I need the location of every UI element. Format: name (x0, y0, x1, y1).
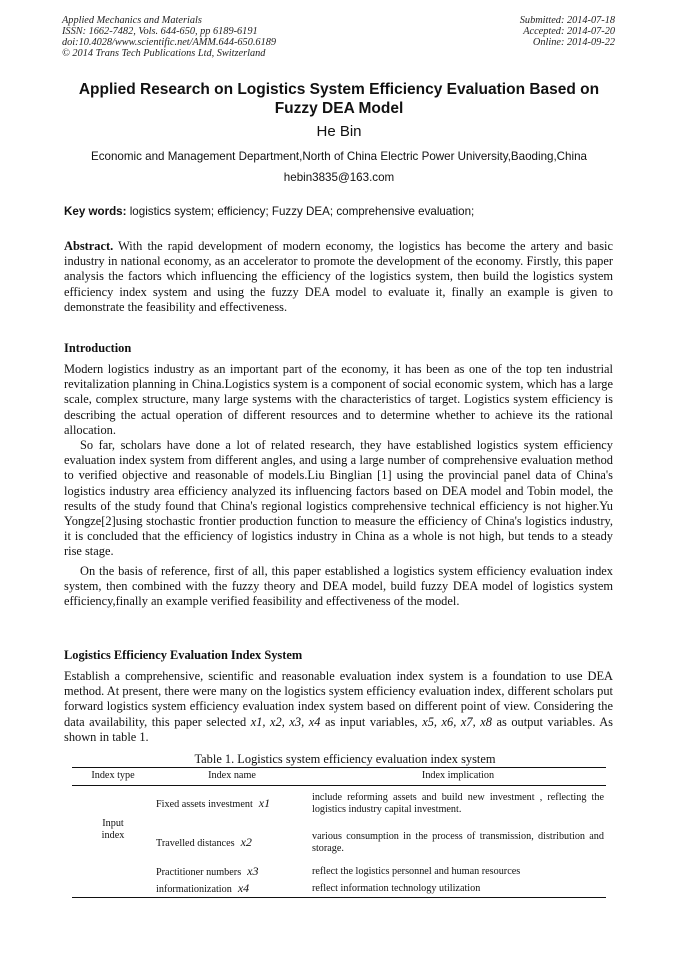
index-implication-cell: various consumption in the process of transmission, distribution and storage. (312, 830, 604, 854)
index-name: Fixed assets investment (156, 799, 253, 810)
journal-info (62, 15, 276, 59)
title-line-2: Fuzzy DEA Model (274, 100, 404, 117)
issn-line: ISSN: 1662-7482, Vols. 644-650, pp 6189-6191 (62, 26, 258, 37)
group-label-line-1: Input (102, 817, 124, 829)
doi-line: doi:10.4028/www.scientific.net/AMM.644-650.6189 (62, 37, 277, 48)
title-line-1: Applied Research on Logistics System Efficiency Evaluation Based on (78, 81, 600, 98)
keywords-label: Key words: (64, 205, 127, 218)
submission-dates (520, 15, 615, 48)
index-system-table (72, 767, 606, 898)
index-variable: x4 (237, 880, 250, 895)
input-variables: x1, x2, x3, x4 (250, 714, 321, 729)
intro-paragraph-2: So far, scholars have done a lot of related research, they have established logistics system efficiency evaluation index system from different angles, and using a large number of comprehensive evaluation method to verified objective and reasonable of models.Liu Binglian [1] using the provincial panel data of China's logistics industry area efficiency analyzed its influencing factors based on DEA model and Tobin model, the results of the study found that China's regional logistics comprehensive technical efficiency is not higher.Yu Yongze[2]using stochastic frontier production function to measure the efficiency of China's logistics industry, it is concluded that the efficiency of logistics industry in China as a whole is not high, but tends to a steady rise stage. (64, 438, 613, 559)
accepted-date: Accepted: 2014-07-20 (523, 26, 615, 37)
index-name-cell (154, 785, 310, 823)
header-index-implication: Index implication (310, 768, 606, 786)
index-implication-cell: reflect the logistics personnel and human resources (312, 865, 521, 877)
header-index-type: Index type (72, 768, 154, 786)
keywords (64, 205, 619, 218)
index-implication-cell: include reforming assets and build new investment , reflecting the logistics industry capital investment. (312, 791, 604, 816)
author-name: He Bin (316, 123, 362, 140)
author-affiliation: Economic and Management Department,North of China Electric Power University,Baoding,China (91, 150, 587, 163)
index-name: Travelled distances (156, 837, 235, 849)
keywords-text: logistics system; efficiency; Fuzzy DEA; comprehensive evaluation; (126, 205, 475, 218)
index-variable: x2 (240, 834, 252, 849)
author-email: hebin3835@163.com (283, 171, 395, 184)
index-variable: x1 (258, 796, 271, 810)
section-text-a: Establish a comprehensive, scientific and reasonable evaluation index system is a foundation to use DEA method. At present, there were many on the logistics system efficiency evaluation index, different scholars put forward logistics system efficiency evaluation index system based on different point of view. Considering the data availability, this paper selected (64, 669, 613, 729)
intro-paragraph-3: On the basis of reference, first of all, this paper established a logistics system efficiency evaluation index system, then combined with the fuzzy theory and DEA model, build fuzzy DEA model of logistics system efficiency,finally an example verified feasibility and effectiveness of the model. (64, 564, 613, 609)
table-header-row (72, 768, 606, 786)
journal-name: Applied Mechanics and Materials (62, 15, 202, 26)
introduction-heading: Introduction (64, 341, 132, 355)
intro-paragraph-1: Modern logistics industry as an important part of the economy, it has been as one of the top ten industrial revitalization planning in China.Logistics system is a component of social economic system, which has a large scale, complex structure, many large systems with the characteristics of target. Logistics system efficiency is describing the actual operation of different resources and to determine whether to achieve its the rational allocation. (64, 362, 613, 437)
abstract-label: Abstract. (64, 239, 114, 253)
abstract (64, 239, 613, 315)
input-index-group-label (72, 785, 154, 897)
index-implication-cell: reflect information technology utilization (310, 881, 606, 897)
index-name: Practitioner numbers (156, 866, 242, 878)
copyright-line: © 2014 Trans Tech Publications Ltd, Switzerland (62, 48, 266, 59)
index-name-cell (154, 881, 310, 897)
index-name: informationization (156, 883, 232, 895)
index-variable: x3 (247, 863, 259, 878)
section-index-system-heading: Logistics Efficiency Evaluation Index System (64, 648, 303, 662)
table-row (72, 785, 606, 823)
output-variables: x5, x6, x7, x8 (422, 714, 492, 729)
section-text-b: as input variables, (320, 714, 423, 729)
section-index-system-paragraph (64, 669, 613, 745)
index-name-cell (154, 823, 310, 863)
header-index-name: Index name (154, 768, 310, 786)
online-date: Online: 2014-09-22 (532, 37, 615, 48)
abstract-text: With the rapid development of modern economy, the logistics has become the artery and basic industry in national economy, as an accelerator to promote the development of the economy. Firstly, this paper analysis the factors which influencing the efficiency of the logistics system, then build the logistics system efficiency index system and using the fuzzy DEA model to evaluate it, finally an example is given to demonstrate the feasibility and effectiveness. (64, 239, 613, 314)
paper-title (50, 80, 628, 118)
section-text-c: as output variables. As shown in table 1. (64, 714, 613, 744)
submitted-date: Submitted: 2014-07-18 (519, 15, 615, 26)
group-label-line-2: index (101, 830, 125, 841)
table-caption: Table 1. Logistics system efficiency evaluation index system (194, 752, 496, 766)
index-name-cell (154, 863, 310, 881)
